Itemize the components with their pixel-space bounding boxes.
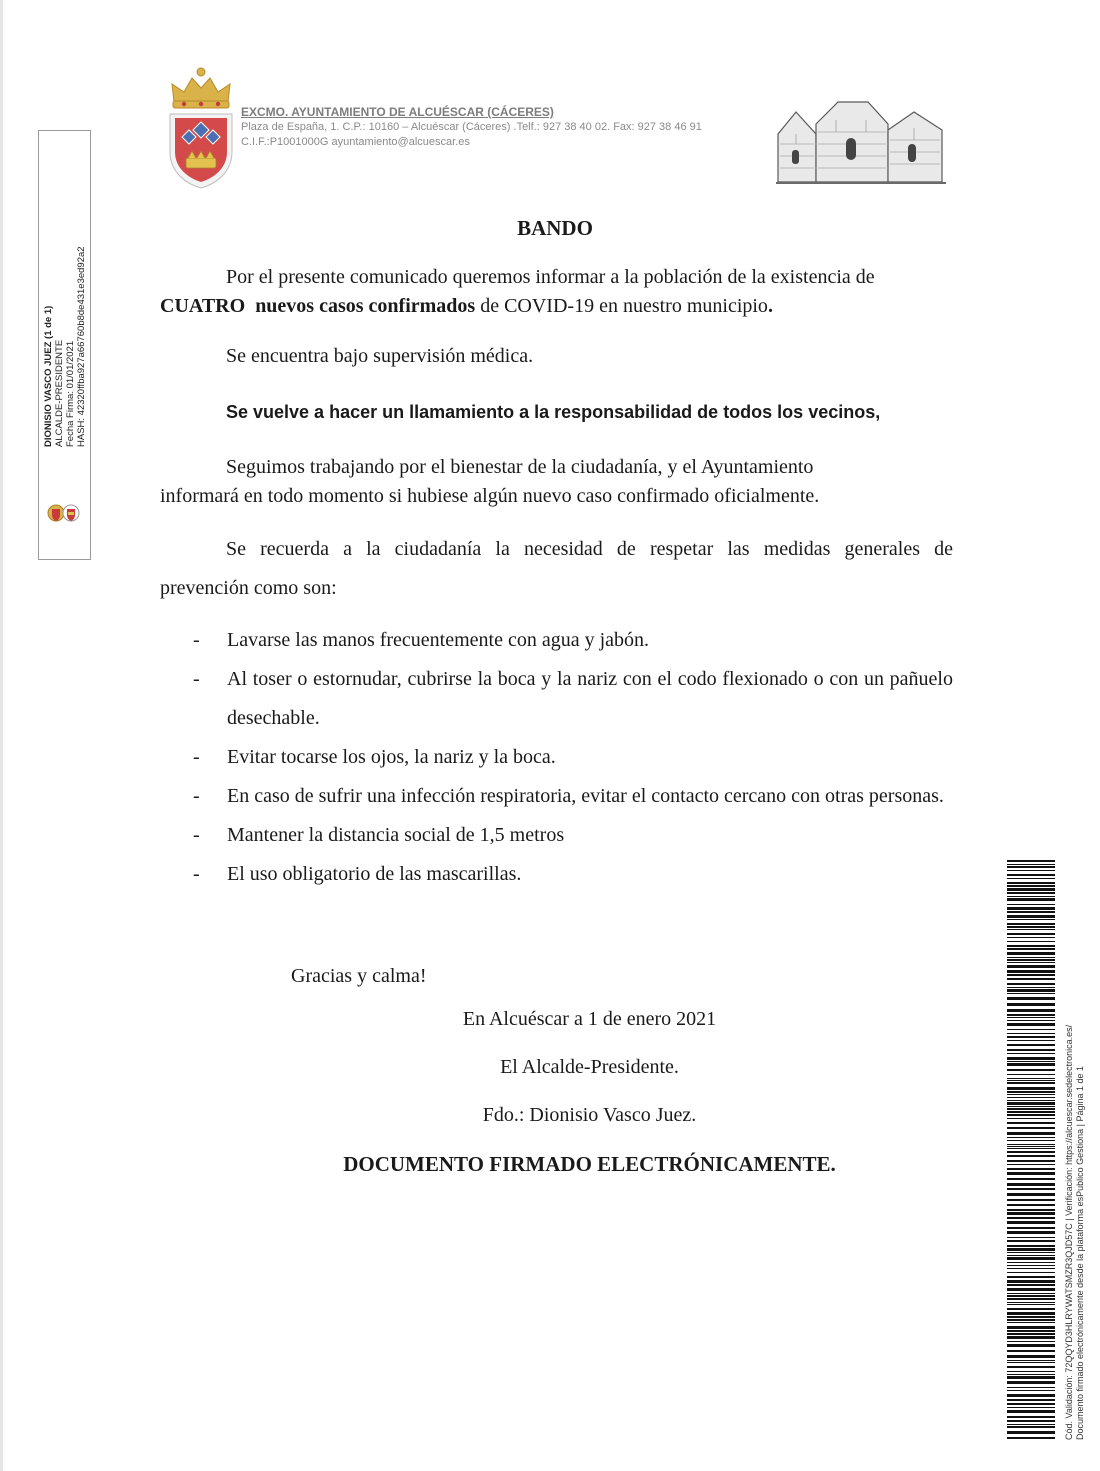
barcode-bar bbox=[1007, 1381, 1055, 1384]
barcode-bar bbox=[1007, 1308, 1055, 1310]
barcode-bar bbox=[1007, 1312, 1055, 1315]
barcode-bar bbox=[1007, 1097, 1055, 1098]
barcode-bar bbox=[1007, 1087, 1055, 1090]
barcode-bar bbox=[1007, 978, 1055, 980]
page-title: BANDO bbox=[517, 216, 593, 240]
barcode-bar bbox=[1007, 1044, 1055, 1046]
barcode-bar bbox=[1007, 952, 1055, 955]
barcode-bar bbox=[1007, 1227, 1055, 1229]
barcode-bar bbox=[1007, 1188, 1055, 1190]
barcode-bar bbox=[1007, 1240, 1055, 1242]
barcode-bar bbox=[1007, 1144, 1055, 1145]
barcode-bar bbox=[1007, 941, 1055, 942]
barcode-bar bbox=[1007, 1122, 1055, 1124]
barcode-bar bbox=[1007, 1284, 1055, 1286]
signature-stamp bbox=[43, 207, 87, 447]
barcode-bar bbox=[1007, 1057, 1055, 1060]
barcode-bar bbox=[1007, 1333, 1055, 1335]
barcode-bar bbox=[1007, 923, 1055, 925]
barcode-bar bbox=[1007, 959, 1055, 961]
barcode-bar bbox=[1007, 1108, 1055, 1110]
coat-of-arms-icon bbox=[164, 64, 238, 190]
barcode-bar bbox=[1007, 1376, 1055, 1379]
barcode-bar bbox=[1007, 1255, 1055, 1256]
barcode-bar bbox=[1007, 1390, 1055, 1391]
barcode-bar bbox=[1007, 937, 1055, 938]
barcode-bar bbox=[1007, 997, 1055, 1000]
intro-paragraph bbox=[160, 263, 953, 321]
barcode-bar bbox=[1007, 1437, 1055, 1439]
barcode-bar bbox=[1007, 1033, 1055, 1034]
barcode-bar bbox=[1007, 1053, 1055, 1054]
measures-list bbox=[190, 621, 953, 894]
list-item bbox=[190, 816, 953, 855]
barcode-bar bbox=[1007, 1127, 1055, 1129]
barcode-bar bbox=[1007, 1322, 1055, 1323]
barcode-bar bbox=[1007, 1316, 1055, 1318]
barcode-bar bbox=[1007, 1245, 1055, 1247]
barcode-bar bbox=[1007, 1014, 1055, 1016]
barcode-bar bbox=[1007, 1069, 1055, 1071]
barcode-bar bbox=[1007, 1209, 1055, 1211]
barcode-bar bbox=[1007, 1387, 1055, 1388]
barcode-bar bbox=[1007, 1168, 1055, 1170]
barcode-bar bbox=[1007, 860, 1055, 862]
verification-block bbox=[1064, 920, 1086, 1440]
barcode-bar bbox=[1007, 1009, 1055, 1012]
barcode-bar bbox=[1007, 1326, 1055, 1329]
intro-bold-cases: nuevos casos confirmados bbox=[255, 295, 476, 317]
barcode-bar bbox=[1007, 1360, 1055, 1361]
list-item bbox=[190, 855, 953, 894]
barcode-bar bbox=[1007, 1403, 1055, 1405]
barcode-bar bbox=[1007, 1132, 1055, 1135]
barcode-bar bbox=[1007, 911, 1055, 913]
barcode-bar bbox=[1007, 1330, 1055, 1332]
barcode-bar bbox=[1007, 1257, 1055, 1260]
barcode-bar bbox=[1007, 1268, 1055, 1269]
barcode-bar bbox=[1007, 948, 1055, 950]
barcode-bar bbox=[1007, 1431, 1055, 1434]
continue-line-1: Seguimos trabajando por el bienestar de la ciudadanía, y el Ayuntamiento bbox=[226, 456, 814, 478]
barcode-bar bbox=[1007, 1344, 1055, 1347]
barcode-bar bbox=[1007, 1100, 1055, 1101]
barcode-bar bbox=[1007, 1217, 1055, 1219]
barcode-bar bbox=[1007, 1114, 1055, 1116]
barcode-bar bbox=[1007, 1416, 1055, 1418]
barcode-bar bbox=[1007, 1280, 1055, 1283]
list-bullet: - bbox=[193, 785, 200, 807]
barcode-bar bbox=[1007, 957, 1055, 958]
barcode-bar bbox=[1007, 1248, 1055, 1251]
barcode-bar bbox=[1007, 1295, 1055, 1297]
barcode-bar bbox=[1007, 864, 1055, 865]
signer-role: ALCALDE-PRESIDENTE bbox=[54, 339, 65, 447]
barcode-bar bbox=[1007, 1362, 1055, 1363]
barcode-bar bbox=[1007, 1040, 1055, 1041]
org-name: EXCMO. AYUNTAMIENTO DE ALCUÉSCAR (CÁCERES) bbox=[241, 105, 554, 119]
barcode-bar bbox=[1007, 1252, 1055, 1253]
list-item bbox=[190, 738, 953, 777]
continue-line-2: informará en todo momento si hubiese algún nuevo caso confirmado oficialmente. bbox=[160, 485, 820, 507]
signer-name: DIONISIO VASCO JUEZ (1 de 1) bbox=[43, 305, 54, 447]
barcode-bar bbox=[1007, 1212, 1055, 1215]
barcode-bar bbox=[1007, 933, 1055, 935]
barcode-bar bbox=[1007, 993, 1055, 994]
thanks-line: Gracias y calma! bbox=[291, 965, 427, 987]
barcode-bar bbox=[1007, 926, 1055, 928]
electronic-signature-note: DOCUMENTO FIRMADO ELECTRÓNICAMENTE. bbox=[343, 1152, 836, 1176]
barcode-bar bbox=[1007, 1262, 1055, 1263]
barcode-bar bbox=[1007, 1237, 1055, 1238]
barcode-bar bbox=[1007, 1078, 1055, 1079]
barcode-bar bbox=[1007, 983, 1055, 985]
barcode-bar bbox=[1007, 1172, 1055, 1175]
barcode-bar bbox=[1007, 1118, 1055, 1119]
list-item-text: Lavarse las manos frecuentemente con agua y jabón. bbox=[227, 629, 650, 651]
barcode-bar bbox=[1007, 1061, 1055, 1062]
barcode-bar bbox=[1007, 929, 1055, 930]
barcode-bar bbox=[1007, 1151, 1055, 1153]
barcode-bar bbox=[1007, 874, 1055, 876]
barcode-bar bbox=[1007, 907, 1055, 910]
barcode-bar bbox=[1007, 970, 1055, 973]
org-address: Plaza de España, 1. C.P.: 10160 – Alcuéscar (Cáceres) .Telf.: 927 38 40 02. Fax: 927 38 46 91 bbox=[241, 121, 702, 133]
barcode-bar bbox=[1007, 1231, 1055, 1234]
mayor-title: El Alcalde-Presidente. bbox=[500, 1056, 679, 1078]
barcode-bar bbox=[1007, 1221, 1055, 1224]
intro-bold-count: CUATRO bbox=[160, 295, 246, 317]
barcode-bar bbox=[1007, 892, 1055, 894]
barcode-bar bbox=[1007, 1374, 1055, 1375]
barcode-bar bbox=[1007, 1102, 1055, 1105]
list-item-text: Evitar tocarse los ojos, la nariz y la boca. bbox=[227, 746, 556, 768]
barcode-bar bbox=[1007, 882, 1055, 884]
barcode-bar bbox=[1007, 1302, 1055, 1303]
barcode-bar bbox=[1007, 1155, 1055, 1157]
barcode-bar bbox=[1007, 1140, 1055, 1141]
barcode-bar bbox=[1007, 1063, 1055, 1066]
signed-by: Fdo.: Dionisio Vasco Juez. bbox=[482, 1104, 697, 1126]
list-bullet: - bbox=[193, 629, 200, 651]
barcode-bar bbox=[1007, 1350, 1055, 1352]
list-item-text: El uso obligatorio de las mascarillas. bbox=[227, 863, 522, 885]
supervision-paragraph: Se encuentra bajo supervisión médica. bbox=[226, 345, 534, 367]
barcode-bar bbox=[1007, 1091, 1055, 1093]
barcode-bar bbox=[1007, 896, 1055, 897]
barcode-bar bbox=[1007, 1424, 1055, 1425]
verification-platform: Documento firmado electrónicamente desde la plataforma esPublico Gestiona | Página 1 de 1 bbox=[1075, 1065, 1085, 1440]
continue-paragraph bbox=[160, 453, 953, 511]
barcode-bar bbox=[1007, 1276, 1055, 1278]
signature-date: Fecha Firma: 01/01/2021 bbox=[65, 340, 76, 447]
barcode-bar bbox=[1007, 1023, 1055, 1026]
barcode-bar bbox=[1007, 1111, 1055, 1113]
signature-hash: HASH: 42320ffba927a66760b8de431e3ed92a2 bbox=[76, 246, 87, 447]
barcode-bar bbox=[1007, 1183, 1055, 1186]
barcode-bar bbox=[1007, 1366, 1055, 1368]
reminder-line-1: Se recuerda a la ciudadanía la necesidad de respetar las medidas generales de bbox=[226, 538, 953, 560]
barcode-bar bbox=[1007, 870, 1055, 871]
barcode-bar bbox=[1007, 989, 1055, 992]
barcode-bar bbox=[1007, 1410, 1055, 1413]
barcode-bar bbox=[1007, 1049, 1055, 1051]
barcode-bar bbox=[1007, 1272, 1055, 1273]
barcode-bar bbox=[1007, 888, 1055, 891]
list-bullet: - bbox=[193, 824, 200, 846]
barcode-bar bbox=[1007, 1137, 1055, 1138]
barcode-bar bbox=[1007, 1020, 1055, 1021]
reminder-line-2: prevención como son: bbox=[160, 577, 337, 599]
barcode-bar bbox=[1007, 1029, 1055, 1030]
barcode-bar bbox=[1007, 1288, 1055, 1291]
barcode-bar bbox=[1007, 1426, 1055, 1428]
barcode-bar bbox=[1007, 1204, 1055, 1206]
barcode-bar bbox=[1007, 866, 1055, 868]
list-bullet: - bbox=[193, 746, 200, 768]
barcode-bar bbox=[1007, 898, 1055, 901]
church-illustration bbox=[776, 94, 946, 186]
barcode-bar bbox=[1007, 1146, 1055, 1147]
barcode-bar bbox=[1007, 885, 1055, 887]
barcode-bar bbox=[1007, 878, 1055, 879]
barcode bbox=[1007, 860, 1055, 1440]
barcode-bar bbox=[1007, 974, 1055, 976]
barcode-bar bbox=[1007, 965, 1055, 968]
barcode-bar bbox=[1007, 1199, 1055, 1201]
intro-rest: de COVID-19 en nuestro municipio bbox=[475, 295, 768, 317]
list-bullet: - bbox=[193, 668, 200, 690]
barcode-bar bbox=[1007, 1036, 1055, 1038]
barcode-bar bbox=[1007, 1106, 1055, 1107]
barcode-bar bbox=[1007, 1003, 1055, 1006]
list-item-text: Mantener la distancia social de 1,5 metros bbox=[227, 824, 565, 846]
barcode-bar bbox=[1007, 987, 1055, 988]
seal-icon bbox=[46, 503, 80, 523]
reminder-paragraph bbox=[160, 530, 953, 608]
list-item bbox=[190, 660, 953, 738]
barcode-bar bbox=[1007, 1298, 1055, 1300]
barcode-bar bbox=[1007, 1148, 1055, 1149]
barcode-bar bbox=[1007, 915, 1055, 918]
barcode-bar bbox=[1007, 1074, 1055, 1075]
barcode-bar bbox=[1007, 919, 1055, 920]
org-cif-email: C.I.F.:P1001000G ayuntamiento@alcuescar.es bbox=[241, 136, 470, 148]
barcode-bar bbox=[1007, 1094, 1055, 1095]
intro-period: . bbox=[767, 295, 773, 317]
barcode-bar bbox=[1007, 1336, 1055, 1339]
list-item-text: Al toser o estornudar, cubrirse la boca y la nariz con el codo flexionado o con un pañuelo desechable. bbox=[227, 668, 953, 729]
barcode-bar bbox=[1007, 1193, 1055, 1196]
barcode-bar bbox=[1007, 1082, 1055, 1084]
barcode-bar bbox=[1007, 1371, 1055, 1372]
barcode-bar bbox=[1007, 1355, 1055, 1358]
barcode-bar bbox=[1007, 1265, 1055, 1266]
intro-line: Por el presente comunicado queremos informar a la población de la existencia de bbox=[226, 266, 875, 288]
list-item bbox=[190, 777, 953, 816]
appeal-paragraph: Se vuelve a hacer un llamamiento a la responsabilidad de todos los vecinos, bbox=[226, 402, 881, 422]
list-item bbox=[190, 621, 953, 660]
barcode-bar bbox=[1007, 1178, 1055, 1180]
place-date: En Alcuéscar a 1 de enero 2021 bbox=[462, 1008, 717, 1030]
barcode-bar bbox=[1007, 1420, 1055, 1422]
barcode-bar bbox=[1007, 1399, 1055, 1401]
barcode-bar bbox=[1007, 1341, 1055, 1342]
barcode-bar bbox=[1007, 1319, 1055, 1321]
barcode-bar bbox=[1007, 1080, 1055, 1081]
list-item-text: En caso de sufrir una infección respiratoria, evitar el contacto cercano con otras personas. bbox=[227, 785, 944, 807]
barcode-bar bbox=[1007, 1407, 1055, 1408]
list-bullet: - bbox=[193, 863, 200, 885]
barcode-bar bbox=[1007, 1304, 1055, 1305]
barcode-bar bbox=[1007, 1164, 1055, 1165]
barcode-bar bbox=[1007, 1017, 1055, 1018]
barcode-bar bbox=[1007, 1394, 1055, 1397]
barcode-bar bbox=[1007, 1160, 1055, 1162]
barcode-bar bbox=[1007, 962, 1055, 963]
barcode-bar bbox=[1007, 904, 1055, 905]
barcode-bar bbox=[1007, 945, 1055, 947]
barcode-bar bbox=[1007, 1293, 1055, 1294]
verification-code: Cód. Validación: 72QQYD3HLRYWATSMZR3QJD57C | Verificación: https://alcuescar.sedelectronica.es/ bbox=[1064, 1024, 1074, 1440]
